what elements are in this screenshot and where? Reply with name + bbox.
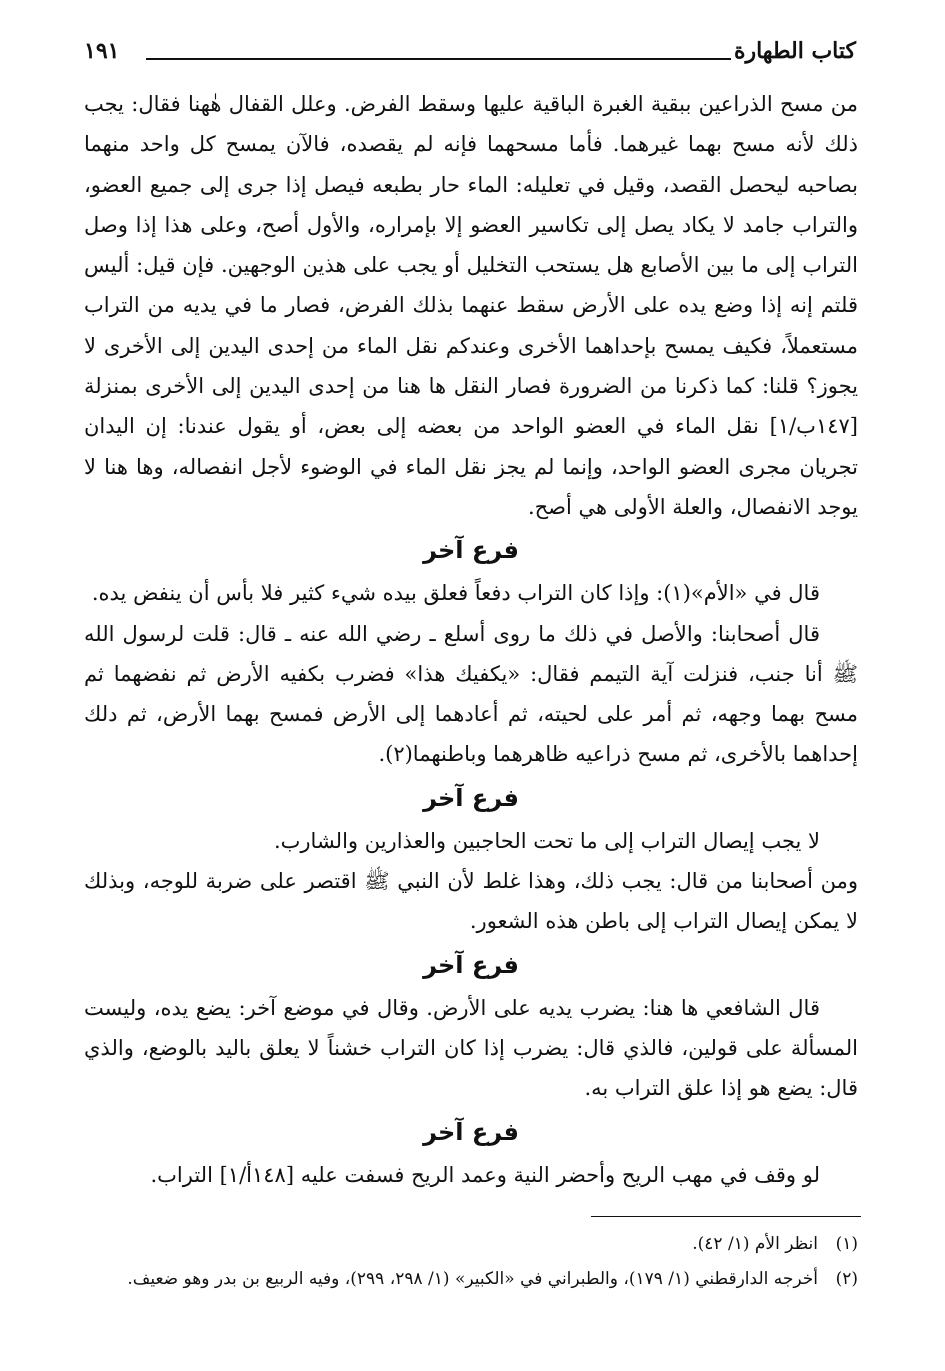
paragraph: قال في «الأم»(١): وإذا كان التراب دفعاً فعلق بيده شيء كثير فلا بأس أن ينفض يده. <box>91 581 820 606</box>
paragraph: قال الشافعي ها هنا: يضرب يديه على الأرض. وقال في موضع آخر: يضع يده، وليست المسألة على قولين، فالذي قال: يضرب إذا كان التراب خشناً لا يعلق باليد بالوضع، والذي قال: يضع هو إذا علق التراب به. <box>84 995 858 1101</box>
section-heading: فرع آخر <box>423 783 519 812</box>
paragraph-continued: من مسح الذراعين ببقية الغبرة الباقية عليها وسقط الفرض. وعلل القفال هٰهنا فقال: يجب ذلك لأنه مسح بهما غيرهما. فأما مسحهما فإنه لم يقصده، فالآن يمسح كل واحد منهما بصاحبه ليحصل القصد، وقيل في تعليله: الماء حار بطبعه فيصل إذا جرى إلى جميع العضو، والتراب جامد لا يكاد يصل إلى تكاسير العضو إلا بإمراره، والأول أصح، وعلى هذا إذا وصل التراب إلى ما بين الأصابع هل يستحب التخليل أو يجب على هذين الوجهين. فإن قيل: أليس قلتم إنه إذا وضع يده على الأرض سقط عنهما بذلك الفرض، فصار ما في يديه من التراب مستعملاً، فكيف يمسح بإحداهما الأخرى وعندكم نقل الماء من إحدى اليدين إلى الأخرى لا يجوز؟ قلنا: كما ذكرنا من الضرورة فصار النقل ها هنا من إحدى اليدين إلى الأخرى بمنزلة [١٤٧ب/١] نقل الماء في العضو الواحد من بعضه إلى بعض، أو يقول عندنا: إن اليدان تجريان مجرى العضو الواحد، وإنما لم يجز نقل الماء في الوضوء لأجل انفصاله، وها هنا لا يوجد الانفصال، والعلة الأولى هي أصح. <box>84 92 858 519</box>
footnote-text: أخرجه الدارقطني (١/ ١٧٩)، والطبراني في «الكبير» (١/ ٢٩٨، ٢٩٩)، وفيه الربيع بن بدر وهو ضعيف. <box>127 1269 818 1289</box>
footnote-text: انظر الأم (١/ ٤٢). <box>692 1234 818 1254</box>
paragraph: لا يجب إيصال التراب إلى ما تحت الحاجبين والعذارين والشارب. <box>273 828 820 853</box>
paragraph: قال أصحابنا: والأصل في ذلك ما روى أسلع ـ رضي الله عنه ـ قال: قلت لرسول الله ﷺ أنا جنب، فنزلت آية التيمم فقال: «يكفيك هذا» فضرب بكفيه الأرض ثم نفضهما ثم مسح بهما وجهه، ثم أمر على لحيته، ثم أعادهما إلى الأرض فمسح بهما الأرض، ثم دلك إحداهما بالأخرى، ثم مسح ذراعيه ظاهرهما وباطنهما(٢). <box>84 621 858 767</box>
running-title: كتاب الطهارة <box>733 38 856 64</box>
paragraph: ومن أصحابنا من قال: يجب ذلك، وهذا غلط لأن النبي ﷺ اقتصر على ضربة للوجه، وبذلك لا يمكن إيصال التراب إلى باطن هذه الشعور. <box>84 869 858 934</box>
footnote-separator <box>591 1216 861 1217</box>
footnote-number: (٢) <box>835 1269 858 1289</box>
footnote <box>84 1228 858 1260</box>
footnotes <box>84 1228 858 1298</box>
paragraph: لو وقف في مهب الريح وأحضر النية وعمد الريح فسفت عليه [١٤٨أ/١] التراب. <box>150 1162 820 1187</box>
footnote <box>84 1263 858 1295</box>
page-number: ١٩١ <box>84 38 120 64</box>
section-heading: فرع آخر <box>423 1117 519 1146</box>
footnote-number: (١) <box>835 1234 858 1254</box>
section-heading: فرع آخر <box>423 950 519 979</box>
section-heading: فرع آخر <box>423 536 519 565</box>
header-rule <box>146 58 731 60</box>
main-text <box>84 84 858 1195</box>
page-header <box>84 38 856 78</box>
